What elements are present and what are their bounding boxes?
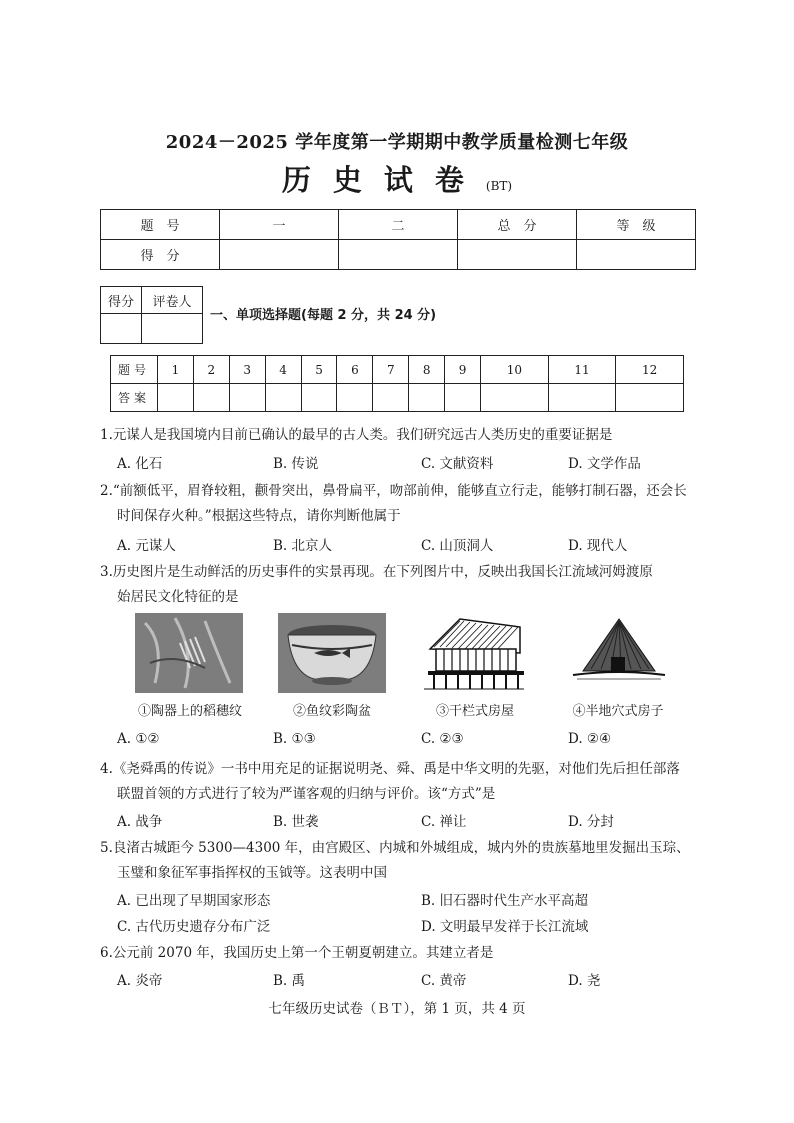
question-5-stem-line1: 5.良渚古城距今 5300—4300 年，由宫殿区、内城和外城组成，城内外的贵族墓地里发掘出玉琮、 [100,840,690,856]
question-4-stem-line1: 4.《尧舜禹的传说》一书中用充足的证据说明尧、舜、禹是中华文明的先驱，对他们先后担任部落 [100,761,680,777]
question-4-option-c[interactable]: C. 禅让 [421,814,467,830]
question-2-option-a[interactable]: A. 元谋人 [117,538,176,554]
question-6-option-a[interactable]: A. 炎帝 [117,973,163,989]
picture-3-label: ③干栏式房屋 [435,704,514,719]
fish-pattern-pottery-basin-image [278,613,386,693]
answer-number: 6 [337,356,373,384]
answer-table-number-label: 题号 [111,356,158,384]
answer-number: 8 [409,356,445,384]
score-header-cell: 总 分 [458,210,577,240]
answer-cell[interactable] [373,384,409,412]
score-header-cell: 等 级 [577,210,696,240]
page-footer: 七年级历史试卷（ＢＴ），第 1 页，共 4 页 [268,1001,526,1017]
answer-cell[interactable] [158,384,194,412]
answer-cell[interactable] [409,384,445,412]
exam-title-main: 历史试卷 [281,163,486,197]
question-1-option-d[interactable]: D. 文学作品 [568,456,641,472]
score-header-cell: 二 [339,210,458,240]
score-cell[interactable] [339,240,458,270]
exam-subtitle: 2024－2025 学年度第一学期期中教学质量检测七年级 [165,132,629,153]
question-1-option-b[interactable]: B. 传说 [273,456,319,472]
grader-name-label: 评卷人 [142,287,203,314]
question-2-option-d[interactable]: D. 现代人 [568,538,628,554]
question-1-option-c[interactable]: C. 文献资料 [421,456,494,472]
semi-subterranean-house-image [565,613,673,693]
answer-cell[interactable] [229,384,265,412]
question-4-option-a[interactable]: A. 战争 [117,814,163,830]
question-2-option-b[interactable]: B. 北京人 [273,538,333,554]
question-5-option-d[interactable]: D. 文明最早发祥于长江流域 [421,919,589,935]
score-table [100,209,696,270]
answer-number: 5 [301,356,337,384]
stilt-house-image [420,613,528,693]
answer-number: 11 [548,356,616,384]
score-row-label: 得 分 [101,240,220,270]
rice-ear-pottery-image [135,613,243,693]
answer-number: 10 [481,356,549,384]
answer-cell[interactable] [616,384,684,412]
answer-cell[interactable] [265,384,301,412]
question-4-stem-line2: 联盟首领的方式进行了较为严谨客观的归纳与评价。该“方式”是 [117,786,496,802]
score-cell[interactable] [577,240,696,270]
score-header-cell: 一 [220,210,339,240]
question-6-option-b[interactable]: B. 禹 [273,973,306,989]
question-3-stem-line1: 3.历史图片是生动鲜活的历史事件的实景再现。在下列图片中，反映出我国长江流域河姆渡原 [100,564,653,580]
picture-2-label: ②鱼纹彩陶盆 [292,704,371,719]
answer-number: 12 [616,356,684,384]
question-1-option-a[interactable]: A. 化石 [117,456,163,472]
question-2-stem-line1: 2.“前额低平，眉脊较粗，颧骨突出，鼻骨扁平，吻部前伸，能够直立行走，能够打制石器，还会长 [100,483,687,499]
question-3-option-d[interactable]: D. ②④ [568,731,612,747]
question-4-option-b[interactable]: B. 世袭 [273,814,319,830]
question-6-stem: 6.公元前 2070 年，我国历史上第一个王朝夏朝建立。其建立者是 [100,945,494,961]
question-6-option-d[interactable]: D. 尧 [568,973,601,989]
answer-cell[interactable] [337,384,373,412]
grader-score-label: 得分 [101,287,142,314]
answer-cell[interactable] [193,384,229,412]
question-5-option-c[interactable]: C. 古代历史遗存分布广泛 [117,919,271,935]
exam-title [0,158,794,199]
section-heading: 一、单项选择题(每题 2 分，共 24 分) [210,308,437,323]
picture-1-label: ①陶器上的稻穗纹 [137,704,242,719]
picture-4-label: ④半地穴式房子 [572,704,664,719]
score-cell[interactable] [458,240,577,270]
question-5-option-b[interactable]: B. 旧石器时代生产水平高超 [421,893,589,909]
question-5-stem-line2: 玉璧和象征军事指挥权的玉钺等。这表明中国 [117,865,387,881]
grader-score-cell[interactable] [101,314,142,344]
answer-number: 4 [265,356,301,384]
question-3-stem-line2: 始居民文化特征的是 [117,589,239,605]
question-3-option-b[interactable]: B. ①③ [273,731,316,747]
answer-cell[interactable] [445,384,481,412]
question-3-option-a[interactable]: A. ①② [117,731,160,747]
score-header-cell: 题 号 [101,210,220,240]
question-3-option-c[interactable]: C. ②③ [421,731,464,747]
question-5-option-a[interactable]: A. 已出现了早期国家形态 [117,893,271,909]
answer-number: 7 [373,356,409,384]
answer-number: 1 [158,356,194,384]
score-cell[interactable] [220,240,339,270]
answer-table [110,355,684,412]
answer-number: 3 [229,356,265,384]
answer-cell[interactable] [548,384,616,412]
question-1-stem: 1.元谋人是我国境内目前已确认的最早的古人类。我们研究远古人类历史的重要证据是 [100,427,613,443]
answer-number: 9 [445,356,481,384]
exam-title-code: (BT) [485,179,513,193]
question-2-option-c[interactable]: C. 山顶洞人 [421,538,494,554]
question-2-stem-line2: 时间保存火种。”根据这些特点，请你判断他属于 [117,508,401,524]
grader-name-cell[interactable] [142,314,203,344]
answer-cell[interactable] [301,384,337,412]
grader-table [100,286,203,344]
answer-cell[interactable] [481,384,549,412]
question-4-option-d[interactable]: D. 分封 [568,814,614,830]
answer-table-answer-label: 答案 [111,384,158,412]
answer-number: 2 [193,356,229,384]
question-6-option-c[interactable]: C. 黄帝 [421,973,467,989]
